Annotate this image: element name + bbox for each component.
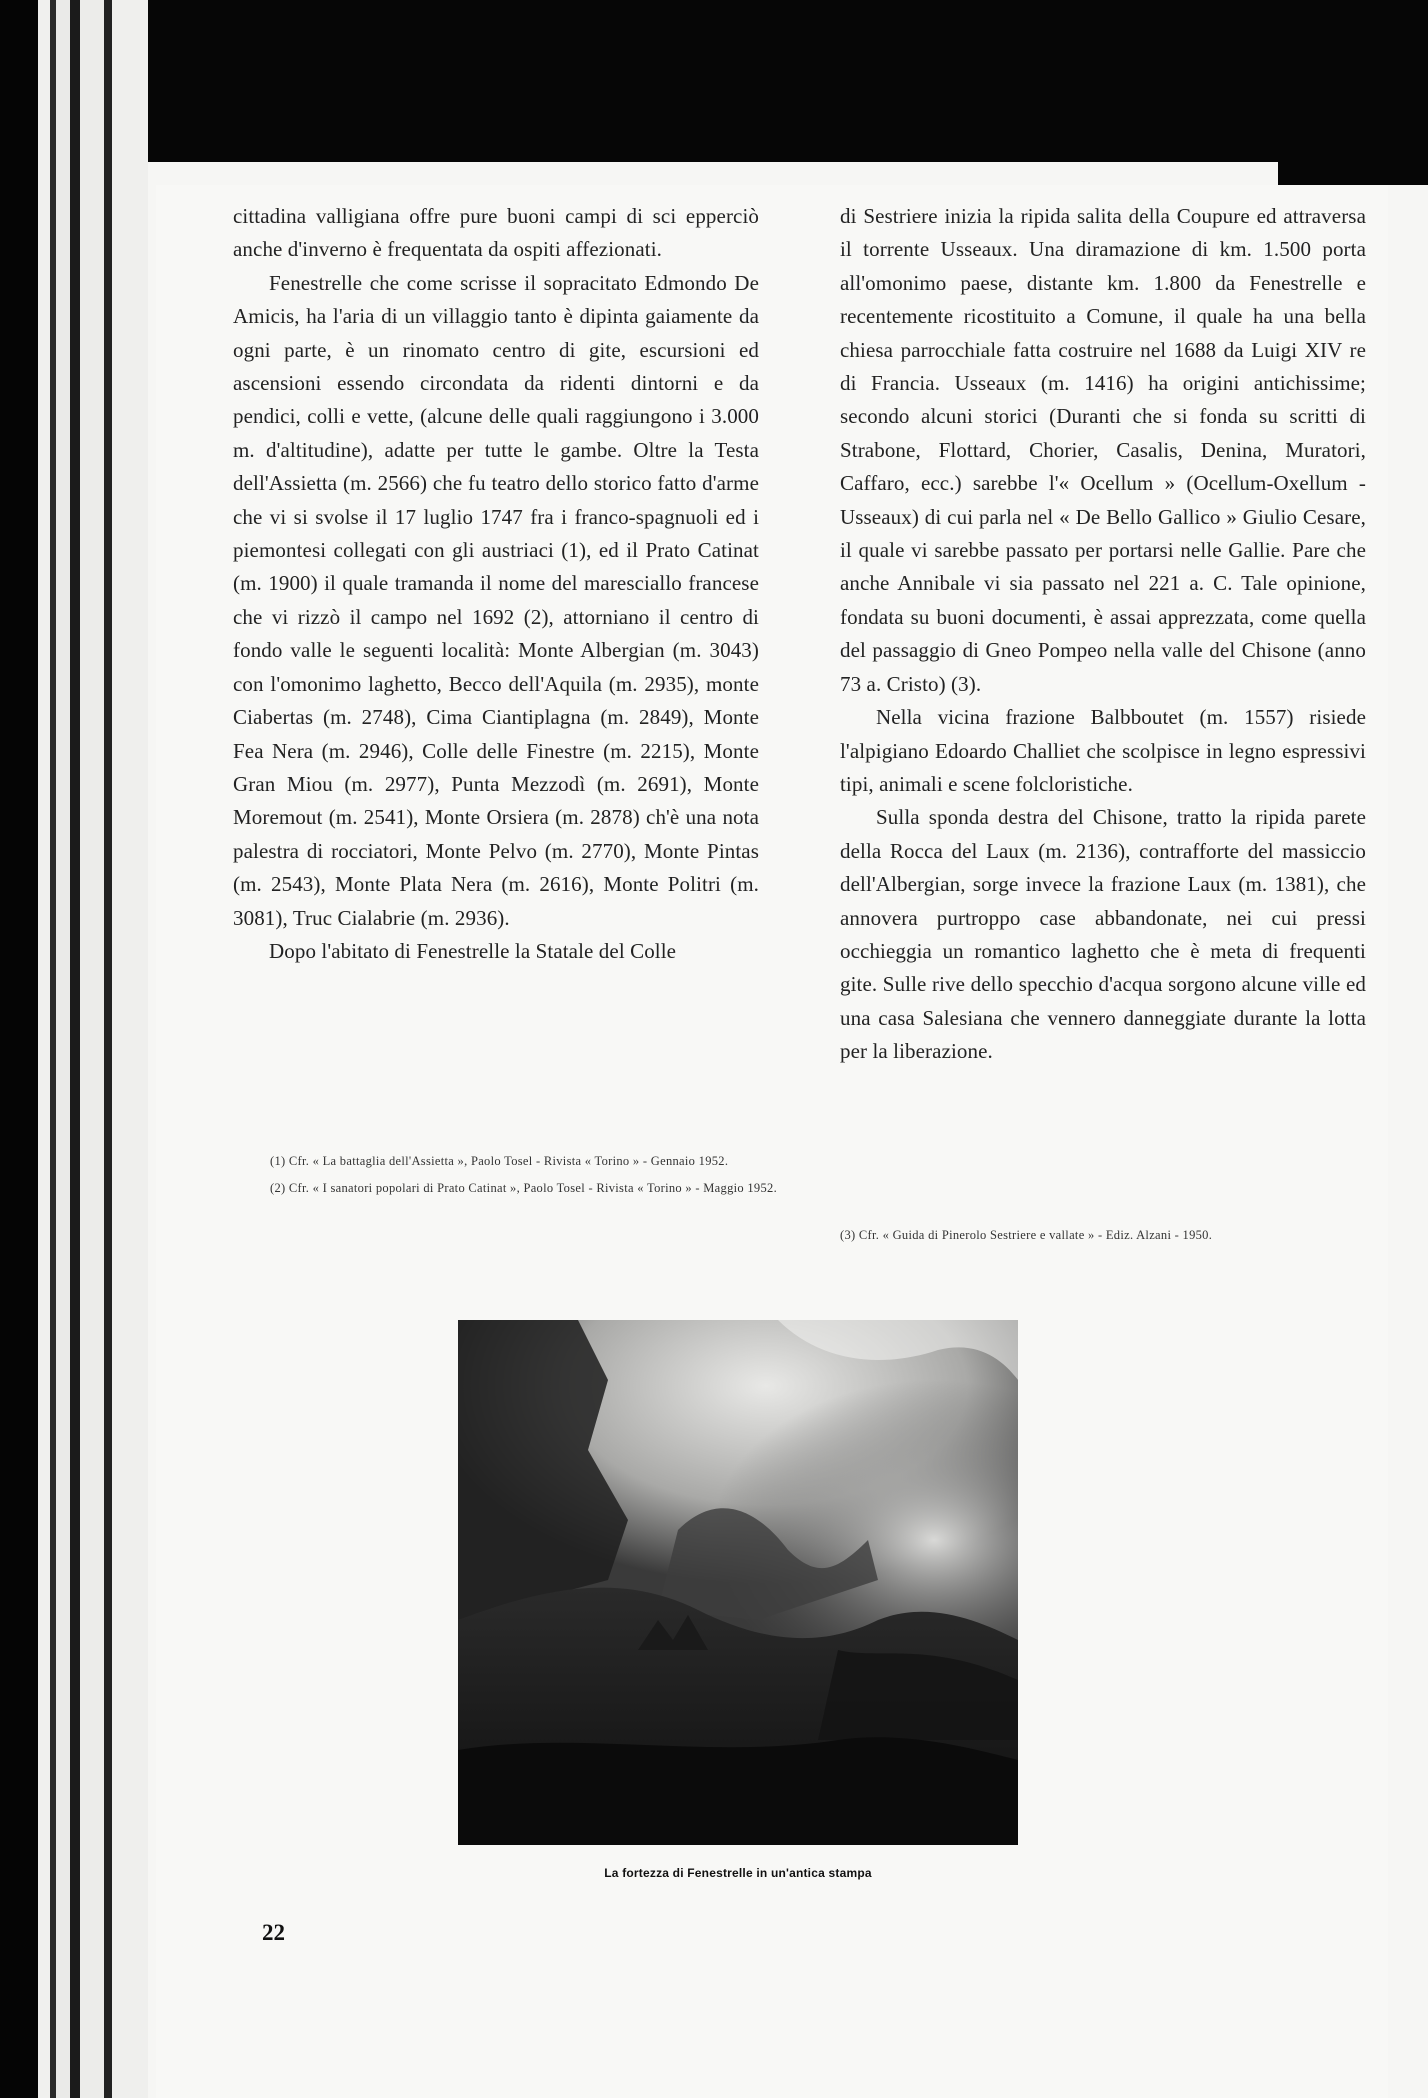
scan-left-page-edges: [0, 0, 148, 2098]
left-footnotes: [270, 1148, 790, 1202]
footnote-3: (3) Cfr. « Guida di Pinerolo Sestriere e vallate » - Ediz. Alzani - 1950.: [840, 1228, 1213, 1242]
left-paragraph-2: Fenestrelle che come scrisse il sopracitato Edmondo De Amicis, ha l'aria di un villaggio tanto è dipinta gaiamente da ogni parte, è un rinomato centro di gite, escursioni ed ascensioni essendo circondata da ridenti dintorni e da pendici, colli e vette, (alcune delle quali raggiungono i 3.000 m. d'altitudine), adatte per tutte le gambe. Oltre la Testa dell'Assietta (m. 2566) che fu teatro dello storico fatto d'arme che vi si svolse il 17 luglio 1747 fra i franco-spagnuoli ed i piemontesi collegati con gli austriaci (1), ed il Prato Catinat (m. 1900) il quale tramanda il nome del maresciallo francese che vi rizzò il campo nel 1692 (2), attorniano il centro di fondo valle le seguenti località: Monte Albergian (m. 3043) con l'omonimo laghetto, Becco dell'Aquila (m. 2935), monte Ciabertas (m. 2748), Cima Ciantiplagna (m. 2849), Monte Fea Nera (m. 2946), Colle delle Finestre (m. 2215), Monte Gran Miou (m. 2977), Punta Mezzodì (m. 2691), Monte Moremout (m. 2541), Monte Orsiera (m. 2878) ch'è una nota palestra di rocciatori, Monte Pelvo (m. 2770), Monte Pintas (m. 2543), Monte Plata Nera (m. 2616), Monte Politri (m. 3081), Truc Cialabrie (m. 2936).: [233, 270, 759, 930]
right-footnotes: [840, 1222, 1370, 1249]
figure-caption: La fortezza di Fenestrelle in un'antica stampa: [604, 1866, 872, 1880]
page-number: 22: [262, 1920, 285, 1945]
footnote-2: (2) Cfr. « I sanatori popolari di Prato Catinat », Paolo Tosel - Rivista « Torino » - Maggio 1952.: [270, 1181, 777, 1195]
left-text-column: [233, 200, 759, 968]
footnote-1: (1) Cfr. « La battaglia dell'Assietta », Paolo Tosel - Rivista « Torino » - Gennaio 1952.: [270, 1154, 729, 1168]
right-paragraph-1: di Sestriere inizia la ripida salita della Coupure ed attraversa il torrente Usseaux. Una diramazione di km. 1.500 porta all'omonimo paese, distante km. 1.800 da Fenestrelle e recentemente ricostituito a Comune, il quale ha una bella chiesa parrocchiale fatta costruire nel 1688 da Luigi XIV re di Francia. Usseaux (m. 1416) ha origini antichissime; secondo alcuni storici (Duranti che si fonda su scritti di Strabone, Flottard, Chorier, Casalis, Denina, Muratori, Caffaro, ecc.) sarebbe l'« Ocellum » (Ocellum-Oxellum - Usseaux) di cui parla nel « De Bello Gallico » Giulio Cesare, il quale vi sarebbe passato per portarsi nelle Gallie. Pare che anche Annibale vi sia passato nel 221 a. C. Tale opinione, fondata su buoni documenti, è assai apprezzata, come quella del passaggio di Gneo Pompeo nella valle del Chisone (anno 73 a. Cristo) (3).: [840, 204, 1366, 696]
right-paragraph-2: Nella vicina frazione Balbboutet (m. 1557) risiede l'alpigiano Edoardo Challiet che scolpisce in legno espressivi tipi, animali e scene folcloristiche.: [840, 705, 1366, 796]
right-text-column: [840, 200, 1366, 1069]
left-paragraph-3: Dopo l'abitato di Fenestrelle la Statale del Colle: [269, 938, 677, 963]
fortress-engraving-image: [458, 1320, 1018, 1845]
left-paragraph-1: cittadina valligiana offre pure buoni campi di sci epperciò anche d'inverno è frequentata da ospiti affezionati.: [233, 204, 759, 262]
scan-top-border: [0, 0, 1428, 162]
right-paragraph-3: Sulla sponda destra del Chisone, tratto la ripida parete della Rocca del Laux (m. 2136), contrafforte del massiccio dell'Albergian, sorge invece la frazione Laux (m. 1381), che annovera purtroppo case abbandonate, nei cui pressi occhieggia un romantico laghetto che è meta di frequenti gite. Sulle rive dello specchio d'acqua sorgono alcune ville ed una casa Salesiana che vennero danneggiate durante la lotta per la liberazione.: [840, 805, 1366, 1064]
